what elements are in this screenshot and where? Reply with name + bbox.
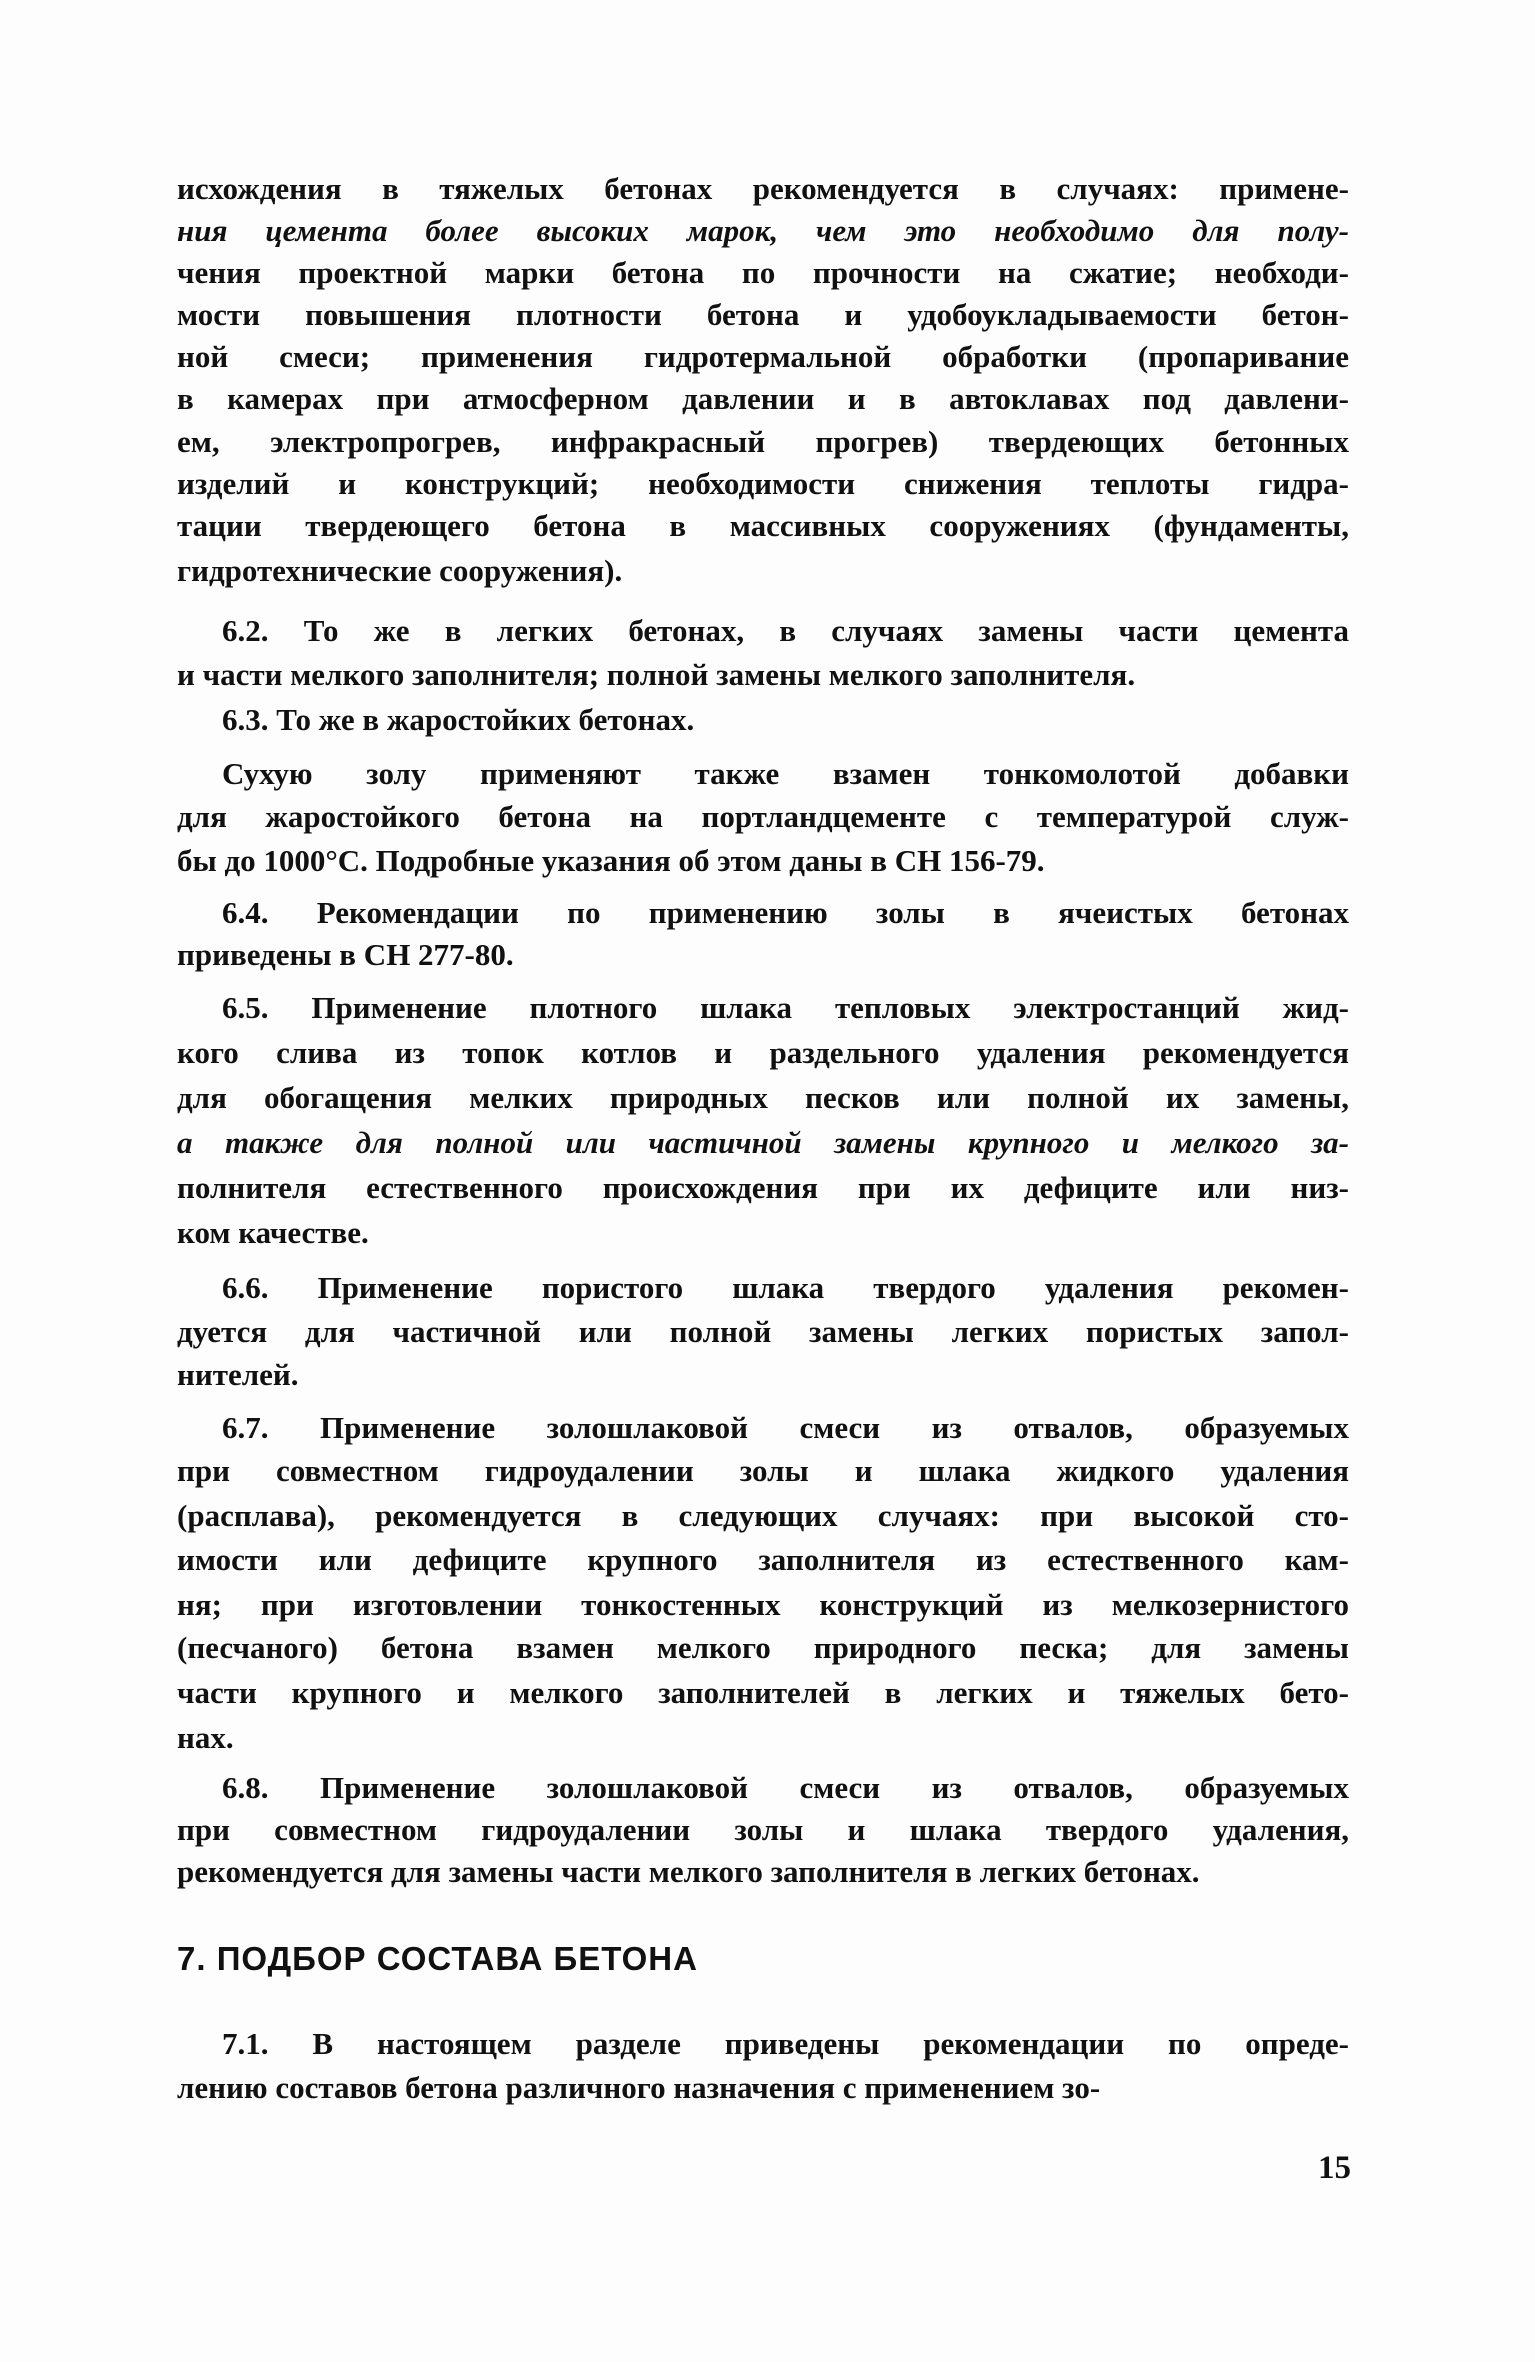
paragraph-line: ком качестве. (177, 1214, 369, 1250)
paragraph-line: ния цемента более высоких марок, чем это необходимо для полу- (177, 212, 1349, 248)
paragraph-line: кого слива из топок котлов и раздельного удаления рекомендуется (177, 1034, 1349, 1070)
page-number: 15 (1318, 2150, 1351, 2186)
paragraph-line: ной смеси; применения гидротермальной обработки (пропаривание (177, 338, 1349, 374)
paragraph-line: 6.6. Применение пористого шлака твердого удаления рекомен- (222, 1270, 1349, 1305)
paragraph-line: для обогащения мелких природных песков или полной их замены, (177, 1079, 1349, 1115)
paragraph-line: 6.2. То же в легких бетонах, в случаях замены части цемента (222, 613, 1349, 648)
paragraph-line: 6.5. Применение плотного шлака тепловых электростанций жид- (222, 989, 1349, 1025)
paragraph-line: нителей. (177, 1357, 299, 1392)
paragraph-line: (расплава), рекомендуется в следующих случаях: при высокой сто- (177, 1498, 1349, 1533)
section-heading: 7. ПОДБОР СОСТАВА БЕТОНА (177, 1940, 698, 1977)
paragraph-line: мости повышения плотности бетона и удобоукладываемости бетон- (177, 296, 1349, 332)
paragraph-line: при совместном гидроудалении золы и шлака твердого удаления, (177, 1811, 1349, 1847)
paragraph-line: исхождения в тяжелых бетонах рекомендуется в случаях: примене- (177, 170, 1349, 206)
paragraph-line: 6.3. То же в жаростойких бетонах. (222, 701, 695, 737)
paragraph-line: Сухую золу применяют также взамен тонкомолотой добавки (222, 755, 1349, 791)
paragraph-line: (песчаного) бетона взамен мелкого природного песка; для замены (177, 1630, 1349, 1665)
paragraph-line: гидротехнические сооружения). (177, 553, 623, 588)
paragraph-line: изделий и конструкций; необходимости снижения теплоты гидра- (177, 466, 1349, 501)
paragraph-line: части крупного и мелкого заполнителей в легких и тяжелых бето- (177, 1675, 1349, 1710)
paragraph-line: тации твердеющего бетона в массивных сооружениях (фундаменты, (177, 508, 1349, 543)
paragraph-line: ем, электропрогрев, инфракрасный прогрев) твердеющих бетонных (177, 424, 1349, 459)
paragraph-line: а также для полной или частичной замены крупного и мелкого за- (177, 1124, 1349, 1160)
paragraph-line: 6.7. Применение золошлаковой смеси из отвалов, образуемых (222, 1409, 1349, 1445)
paragraph-line: рекомендуется для замены части мелкого заполнителя в легких бетонах. (177, 1853, 1200, 1889)
paragraph-line: нах. (177, 1720, 234, 1755)
paragraph-line: 6.4. Рекомендации по применению золы в ячеистых бетонах (222, 895, 1349, 930)
paragraph-line: чения проектной марки бетона по прочности на сжатие; необходи- (177, 254, 1349, 290)
paragraph-line: при совместном гидроудалении золы и шлака жидкого удаления (177, 1453, 1349, 1488)
paragraph-line: имости или дефиците крупного заполнителя из естественного кам- (177, 1541, 1349, 1577)
paragraph-line: бы до 1000°С. Подробные указания об этом даны в СН 156-79. (177, 842, 1045, 878)
paragraph-line: 7.1. В настоящем разделе приведены рекомендации по опреде- (222, 2026, 1349, 2061)
paragraph-line: полнителя естественного происхождения при их дефиците или низ- (177, 1169, 1349, 1205)
paragraph-line: для жаростойкого бетона на портландцементе с температурой служ- (177, 799, 1349, 834)
paragraph-line: 6.8. Применение золошлаковой смеси из отвалов, образуемых (222, 1769, 1349, 1805)
paragraph-line: и части мелкого заполнителя; полной замены мелкого заполнителя. (177, 656, 1136, 692)
paragraph-line: лению составов бетона различного назначения с применением зо- (177, 2069, 1101, 2105)
paragraph-line: в камерах при атмосферном давлении и в автоклавах под давлени- (177, 380, 1349, 416)
paragraph-line: ня; при изготовлении тонкостенных конструкций из мелкозернистого (177, 1586, 1349, 1622)
paragraph-line: приведены в СН 277-80. (177, 937, 514, 972)
paragraph-line: дуется для частичной или полной замены легких пористых запол- (177, 1313, 1349, 1349)
